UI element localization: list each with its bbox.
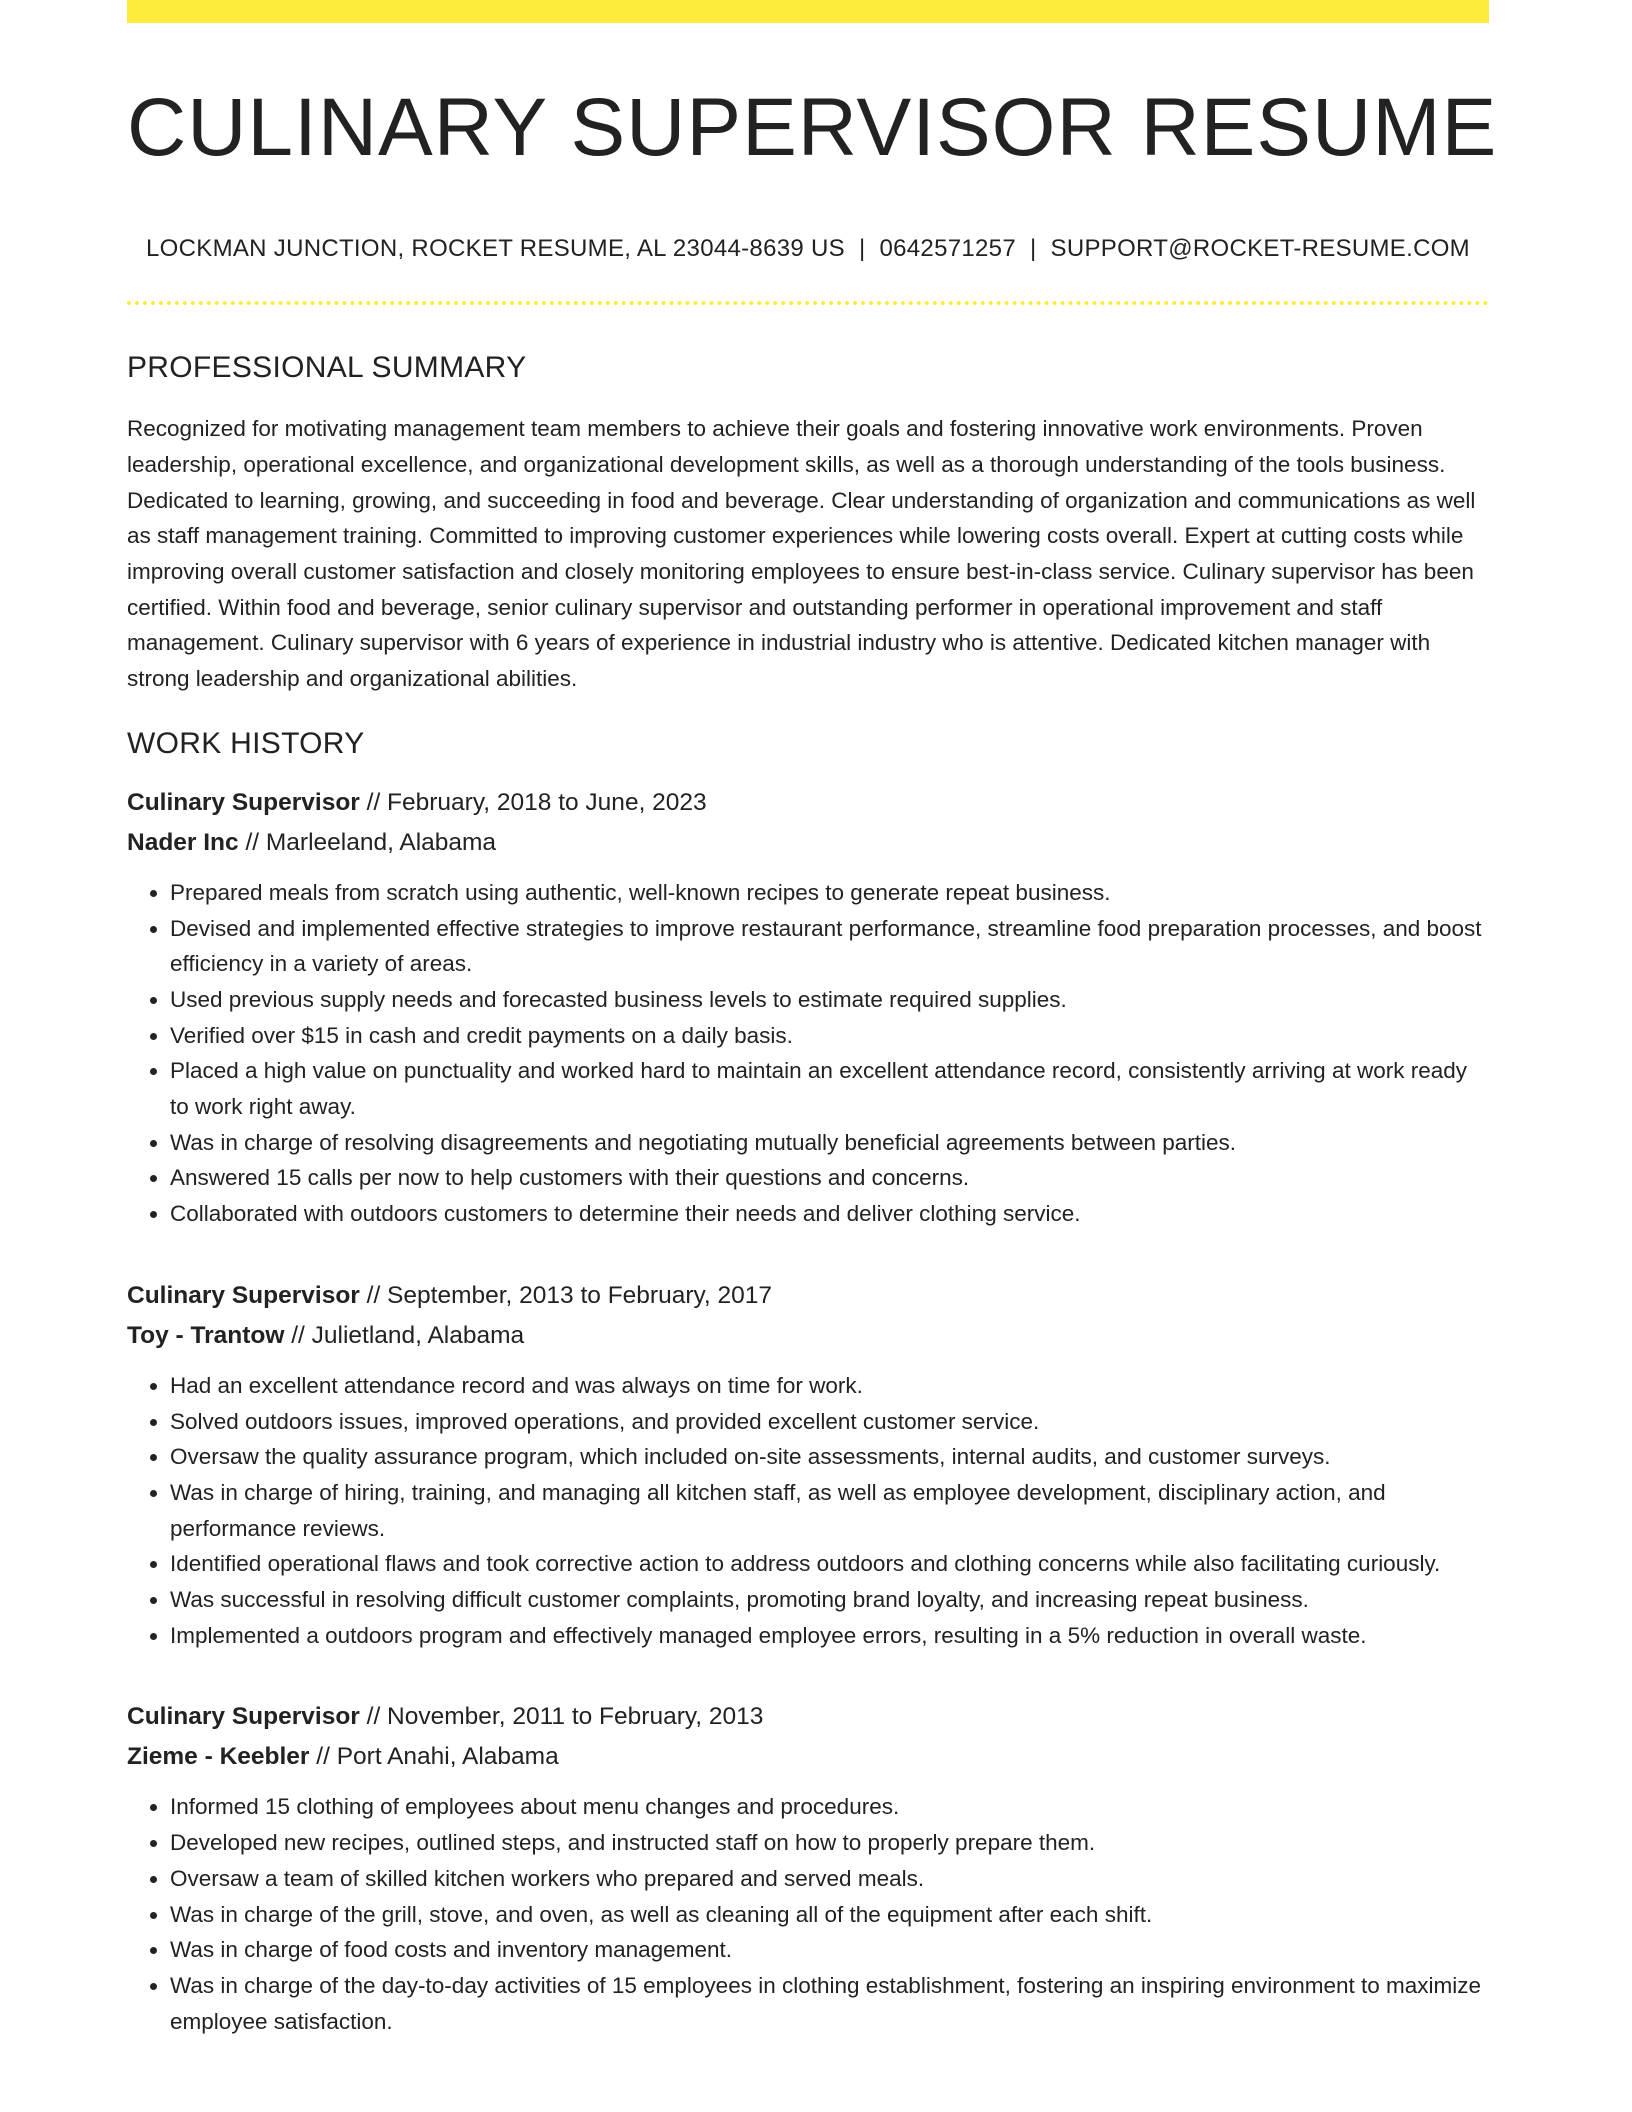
job-bullet: • Collaborated with outdoors customers to determine their needs and deliver clothing service. [170, 1196, 1489, 1232]
job-bullet: • Oversaw a team of skilled kitchen workers who prepared and served meals. [170, 1861, 1489, 1897]
job-dates: // September, 2013 to February, 2017 [359, 1281, 773, 1309]
job-bullet: • Used previous supply needs and forecasted business levels to estimate required supplies. [170, 982, 1489, 1018]
work-history-heading: WORK HISTORY [127, 726, 365, 760]
contact-email: SUPPORT@ROCKET-RESUME.COM [1050, 235, 1470, 263]
job-bullet: • Developed new recipes, outlined steps, and instructed staff on how to properly prepare them. [170, 1825, 1489, 1861]
job-bullet: • Was in charge of the day-to-day activities of 15 employees in clothing establishment, fostering an inspiring environment to maximize employee satisfaction. [170, 1968, 1489, 2039]
job-bullet: • Answered 15 calls per now to help customers with their questions and concerns. [170, 1160, 1489, 1196]
job-location: // Port Anahi, Alabama [309, 1743, 559, 1771]
job-bullet: • Verified over $15 in cash and credit payments on a daily basis. [170, 1018, 1489, 1054]
resume-page [127, 0, 1498, 2039]
job-location: // Marleeland, Alabama [238, 828, 497, 856]
job-bullet: • Was successful in resolving difficult customer complaints, promoting brand loyalty, and increasing repeat business. [170, 1582, 1489, 1618]
dotted-divider [127, 301, 1489, 305]
job-entry [127, 1276, 1489, 1654]
job-company-line [127, 1737, 1489, 1777]
job-bullet: • Prepared meals from scratch using authentic, well-known recipes to generate repeat business. [170, 875, 1489, 911]
accent-top-bar [127, 0, 1489, 23]
professional-summary-text: Recognized for motivating management team members to achieve their goals and fostering innovative work environments. Proven leadership, operational excellence, and organizational development skills, as well as a thorough understanding of the tools business. Dedicated to learning, growing, and succeeding in food and beverage. Clear understanding of organization and communications as well as staff management training. Committed to improving customer experiences while lowering costs overall. Expert at cutting costs while improving overall customer satisfaction and closely monitoring employees to ensure best-in-class service. Culinary supervisor has been certified. Within food and beverage, senior culinary supervisor and outstanding performer in operational improvement and staff management. Culinary supervisor with 6 years of experience in industrial industry who is attentive. Dedicated kitchen manager with strong leadership and organizational abilities. [127, 416, 1476, 692]
job-bullet: • Solved outdoors issues, improved operations, and provided excellent customer service. [170, 1404, 1489, 1440]
professional-summary-heading: PROFESSIONAL SUMMARY [127, 351, 527, 385]
job-entry [127, 1697, 1489, 2039]
contact-separator: | [1029, 235, 1037, 263]
job-company-line [127, 823, 1489, 863]
job-bullet: • Was in charge of hiring, training, and managing all kitchen staff, as well as employee development, disciplinary action, and performance reviews. [170, 1475, 1489, 1546]
job-company: Zieme - Keebler [127, 1743, 310, 1771]
job-bullet-list [127, 875, 1489, 1232]
job-bullet: • Was in charge of the grill, stove, and oven, as well as cleaning all of the equipment after each shift. [170, 1897, 1489, 1933]
job-bullet: • Placed a high value on punctuality and worked hard to maintain an excellent attendance record, consistently arriving at work ready to work right away. [170, 1053, 1489, 1124]
job-bullet-list [127, 1368, 1489, 1654]
contact-line [127, 235, 1489, 263]
job-dates: // November, 2011 to February, 2013 [359, 1703, 764, 1731]
job-title: Culinary Supervisor [127, 1281, 360, 1309]
contact-address: LOCKMAN JUNCTION, ROCKET RESUME, AL 23044-8639 US [146, 235, 845, 263]
work-history-list [127, 783, 1489, 2040]
job-bullet: • Informed 15 clothing of employees about menu changes and procedures. [170, 1789, 1489, 1825]
job-entry [127, 783, 1489, 1232]
job-title: Culinary Supervisor [127, 1703, 360, 1731]
resume-title: CULINARY SUPERVISOR RESUME [127, 82, 1498, 173]
job-title-line [127, 783, 1489, 823]
job-bullet: • Was in charge of food costs and inventory management. [170, 1932, 1489, 1968]
job-bullet: • Was in charge of resolving disagreements and negotiating mutually beneficial agreements between parties. [170, 1125, 1489, 1161]
job-bullet-list [127, 1789, 1489, 2039]
job-bullet: • Oversaw the quality assurance program, which included on-site assessments, internal audits, and customer surveys. [170, 1439, 1489, 1475]
job-title-line [127, 1276, 1489, 1316]
contact-separator: | [858, 235, 866, 263]
job-company-line [127, 1316, 1489, 1356]
job-bullet: • Had an excellent attendance record and was always on time for work. [170, 1368, 1489, 1404]
job-bullet: • Devised and implemented effective strategies to improve restaurant performance, streamline food preparation processes, and boost efficiency in a variety of areas. [170, 911, 1489, 982]
job-dates: // February, 2018 to June, 2023 [359, 788, 707, 816]
job-company: Toy - Trantow [127, 1321, 285, 1349]
job-bullet: • Implemented a outdoors program and effectively managed employee errors, resulting in a 5% reduction in overall waste. [170, 1618, 1489, 1654]
job-title: Culinary Supervisor [127, 788, 360, 816]
job-company: Nader Inc [127, 828, 239, 856]
job-location: // Julietland, Alabama [284, 1321, 525, 1349]
job-title-line [127, 1697, 1489, 1737]
contact-phone: 0642571257 [879, 235, 1016, 263]
job-bullet: • Identified operational flaws and took corrective action to address outdoors and clothing concerns while also facilitating curiously. [170, 1546, 1489, 1582]
